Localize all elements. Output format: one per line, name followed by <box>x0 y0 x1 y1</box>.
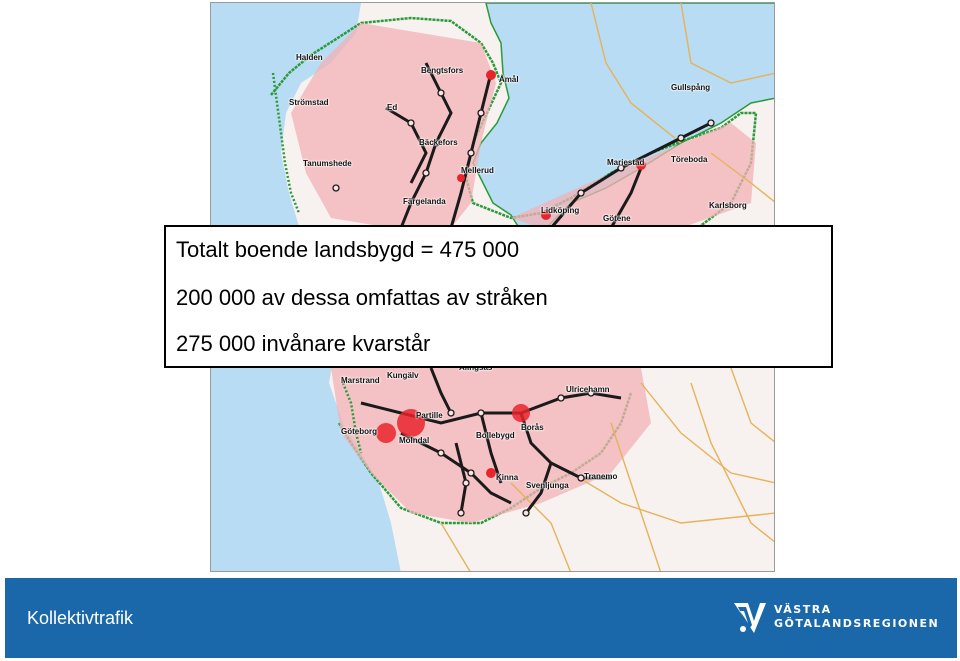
town-label-stromstad[interactable]: Strömstad <box>289 98 329 107</box>
logo-line1: VÄSTRA <box>774 603 832 616</box>
covered-population-text: 200 000 av dessa omfattas av stråken <box>176 285 548 310</box>
town-label-ed[interactable]: Ed <box>387 103 398 112</box>
town-label-partille[interactable]: Partille <box>416 411 443 420</box>
town-label-halden[interactable]: Halden <box>296 53 323 62</box>
footer-title: Kollektivtrafik <box>27 608 134 628</box>
rural-population-box <box>164 225 833 368</box>
town-label-mariestad[interactable]: Mariestad <box>607 158 645 167</box>
town-label-bengtsfors[interactable]: Bengtsfors <box>421 66 464 75</box>
town-label-bollebygd[interactable]: Bollebygd <box>476 431 515 440</box>
total-rural-population-text: Totalt boende landsbygd = 475 000 <box>176 237 520 262</box>
town-label-ulricehamn[interactable]: Ulricehamn <box>566 385 610 394</box>
town-label-goteborg[interactable]: Göteborg <box>341 427 377 436</box>
town-label-marstrand[interactable]: Marstrand <box>341 376 380 385</box>
town-label-tranemo[interactable]: Tranemo <box>584 472 618 481</box>
vgr-logo[interactable] <box>732 597 942 642</box>
vgr-emblem-icon <box>732 599 768 639</box>
town-label-kungalv[interactable]: Kungälv <box>387 371 419 380</box>
town-label-backefors[interactable]: Bäckefors <box>419 138 458 147</box>
town-label-karlsborg[interactable]: Karlsborg <box>709 201 747 210</box>
town-label-svenljunga[interactable]: Svenljunga <box>526 481 569 490</box>
footer-bar <box>5 578 957 658</box>
town-label-toreboda[interactable]: Töreboda <box>671 155 708 164</box>
town-label-mellerud[interactable]: Mellerud <box>461 166 494 175</box>
town-label-lidkoping[interactable]: Lidköping <box>541 206 580 215</box>
town-label-fargelanda[interactable]: Färgelanda <box>403 197 446 206</box>
town-label-molndal[interactable]: Mölndal <box>399 436 430 445</box>
town-label-kinna[interactable]: Kinna <box>496 473 519 482</box>
town-label-gullspang[interactable]: Gullspång <box>671 83 711 92</box>
town-label-tanumshede[interactable]: Tanumshede <box>303 159 352 168</box>
remaining-population-text: 275 000 invånare kvarstår <box>176 331 431 356</box>
town-label-boras[interactable]: Borås <box>521 423 544 432</box>
logo-line2: GÖTALANDSREGIONEN <box>774 617 940 630</box>
town-label-gotene[interactable]: Götene <box>603 214 631 223</box>
town-label-amal[interactable]: Åmål <box>499 75 519 84</box>
